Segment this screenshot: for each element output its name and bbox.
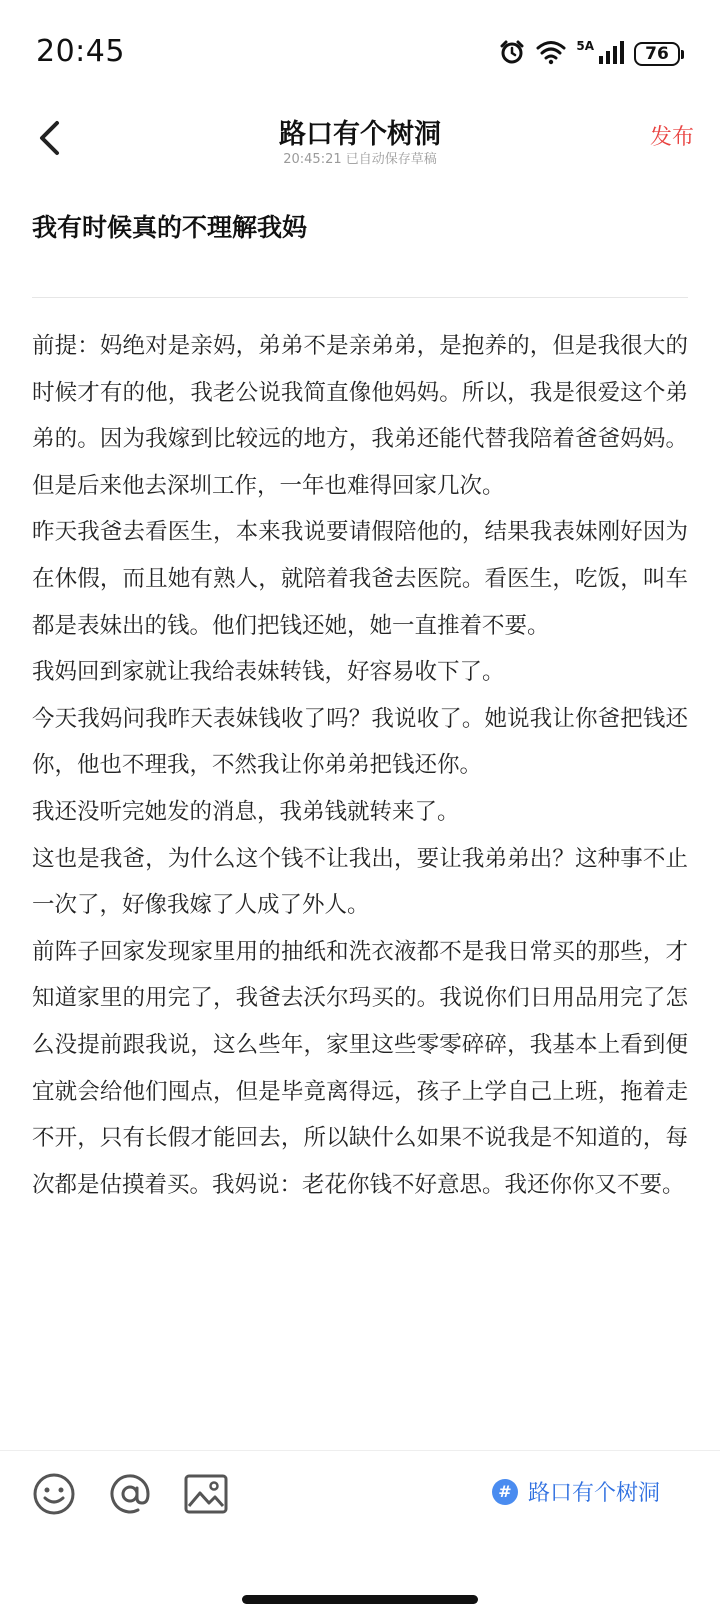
body-paragraph: 前阵子回家发现家里用的抽纸和洗衣液都不是我日常买的那些，才知道家里的用完了，我爸去沃尔玛买的。我说你们日用品用完了怎么没提前跟我说，这么些年，家里这些零零碎碎，我基本上看到便宜就会给他们囤点，但是毕竟离得远，孩子上学自己上班，拖着走不开，只有长假才能回去，所以缺什么如果不说我是不知道的，每次都是估摸着买。我妈说：老花你钱不好意思。我还你你又不要。 bbox=[32, 938, 688, 1198]
alarm-icon bbox=[498, 38, 526, 70]
community-tag[interactable] bbox=[492, 1476, 660, 1507]
editor-header bbox=[0, 100, 720, 180]
community-label: 路口有个树洞 bbox=[527, 1481, 660, 1506]
at-icon bbox=[106, 1470, 154, 1518]
battery-level: 76 bbox=[634, 42, 680, 66]
wifi-icon bbox=[536, 39, 566, 69]
home-indicator[interactable] bbox=[242, 1595, 478, 1604]
autosave-status: 20:45:21 已自动保存草稿 bbox=[283, 152, 437, 167]
post-body-editor[interactable] bbox=[32, 323, 688, 1447]
mention-button[interactable] bbox=[104, 1468, 156, 1520]
divider bbox=[32, 297, 688, 298]
status-time: 20:45 bbox=[36, 34, 125, 69]
signal-icon bbox=[598, 40, 624, 68]
page-title: 路口有个树洞 bbox=[279, 119, 441, 150]
battery-icon bbox=[634, 42, 684, 66]
body-paragraph: 这也是我爸，为什么这个钱不让我出，要让我弟弟出？这种事不止一次了，好像我嫁了人成了外人。 bbox=[32, 845, 688, 919]
emoji-icon bbox=[31, 1471, 77, 1517]
body-paragraph: 我还没听完她发的消息，我弟钱就转来了。 bbox=[32, 798, 460, 825]
body-paragraph: 前提：妈绝对是亲妈，弟弟不是亲弟弟，是抱养的，但是我很大的时候才有的他，我老公说我简直像他妈妈。所以，我是很爱这个弟弟的。因为我嫁到比较远的地方，我弟还能代替我陪着爸爸妈妈。但是后来他去深圳工作，一年也难得回家几次。 bbox=[32, 333, 688, 499]
post-title-input[interactable]: 我有时候真的不理解我妈 bbox=[32, 213, 308, 242]
body-paragraph: 我妈回到家就让我给表妹转钱，好容易收下了。 bbox=[32, 659, 505, 686]
emoji-button[interactable] bbox=[28, 1468, 80, 1520]
publish-button[interactable]: 发布 bbox=[649, 125, 694, 150]
hashtag-icon: # bbox=[492, 1479, 518, 1505]
status-bar bbox=[0, 0, 720, 100]
body-paragraph: 今天我妈问我昨天表妹钱收了吗？我说收了。她说我让你爸把钱还你，他也不理我，不然我让你弟弟把钱还你。 bbox=[32, 705, 688, 779]
body-paragraph: 昨天我爸去看医生，本来我说要请假陪他的，结果我表妹刚好因为在休假，而且她有熟人，就陪着我爸去医院。看医生，吃饭，叫车都是表妹出的钱。他们把钱还她，她一直推着不要。 bbox=[32, 519, 688, 639]
status-icons bbox=[498, 38, 684, 70]
image-button[interactable] bbox=[180, 1468, 232, 1520]
bottom-toolbar bbox=[0, 1450, 720, 1618]
image-icon bbox=[183, 1473, 229, 1515]
network-type: 5A bbox=[576, 39, 594, 53]
